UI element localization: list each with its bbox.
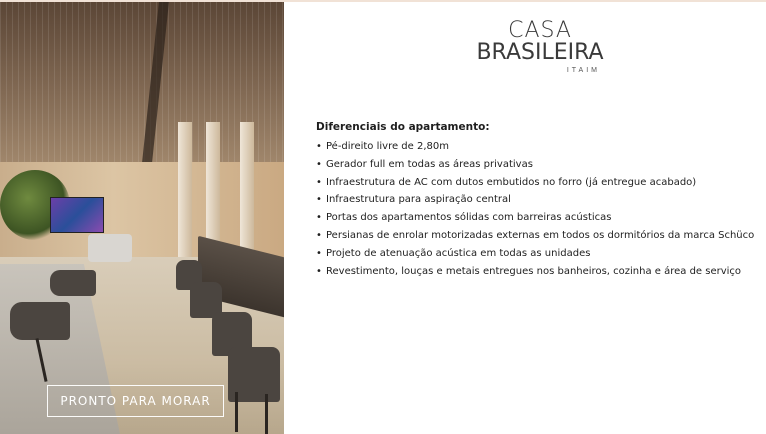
- list-item: [316, 245, 756, 263]
- bullet-icon: •: [316, 194, 322, 206]
- feature-text: Gerador full em todas as áreas privativas: [326, 158, 533, 170]
- sofa: [88, 234, 132, 262]
- chair-leg: [235, 392, 238, 432]
- tv-screen: [50, 197, 104, 233]
- list-item: [316, 138, 756, 156]
- list-item: [316, 156, 756, 174]
- feature-text: Infraestrutura para aspiração central: [326, 194, 511, 206]
- interior-photo: [0, 2, 284, 434]
- brand-line2: BRASILEIRA: [476, 40, 604, 65]
- list-item: [316, 174, 756, 192]
- bullet-icon: •: [316, 212, 322, 224]
- feature-text: Persianas de enrolar motorizadas externas em todos os dormitórios da marca Schüco: [326, 229, 755, 241]
- ready-to-live-badge: PRONTO PARA MORAR: [47, 385, 224, 417]
- bullet-icon: •: [316, 229, 322, 241]
- chair-leg: [265, 394, 268, 434]
- features-title: Diferenciais do apartamento:: [316, 121, 490, 133]
- feature-text: Revestimento, louças e metais entregues nos banheiros, cozinha e área de serviço: [326, 265, 742, 277]
- list-item: [316, 227, 756, 245]
- feature-text: Infraestrutura de AC com dutos embutidos no forro (já entregue acabado): [326, 176, 697, 188]
- list-item: [316, 191, 756, 209]
- bullet-icon: •: [316, 265, 322, 277]
- features-section: [316, 119, 756, 280]
- list-item: [316, 263, 756, 281]
- bullet-icon: •: [316, 176, 322, 188]
- brand-location: ITAIM: [566, 67, 600, 74]
- feature-text: Pé-direito livre de 2,80m: [326, 141, 449, 152]
- feature-text: Projeto de atenuação acústica em todas as unidades: [326, 247, 591, 259]
- bullet-icon: •: [316, 158, 322, 170]
- lounge-chair: [50, 270, 96, 296]
- brand-logo: [470, 20, 610, 80]
- lounge-chair: [10, 302, 70, 340]
- list-item: [316, 209, 756, 227]
- bullet-icon: •: [316, 247, 322, 259]
- features-list: [316, 138, 756, 280]
- brand-line1: CASA: [508, 18, 572, 43]
- feature-text: Portas dos apartamentos sólidas com barreiras acústicas: [326, 212, 612, 224]
- bullet-icon: •: [316, 141, 322, 152]
